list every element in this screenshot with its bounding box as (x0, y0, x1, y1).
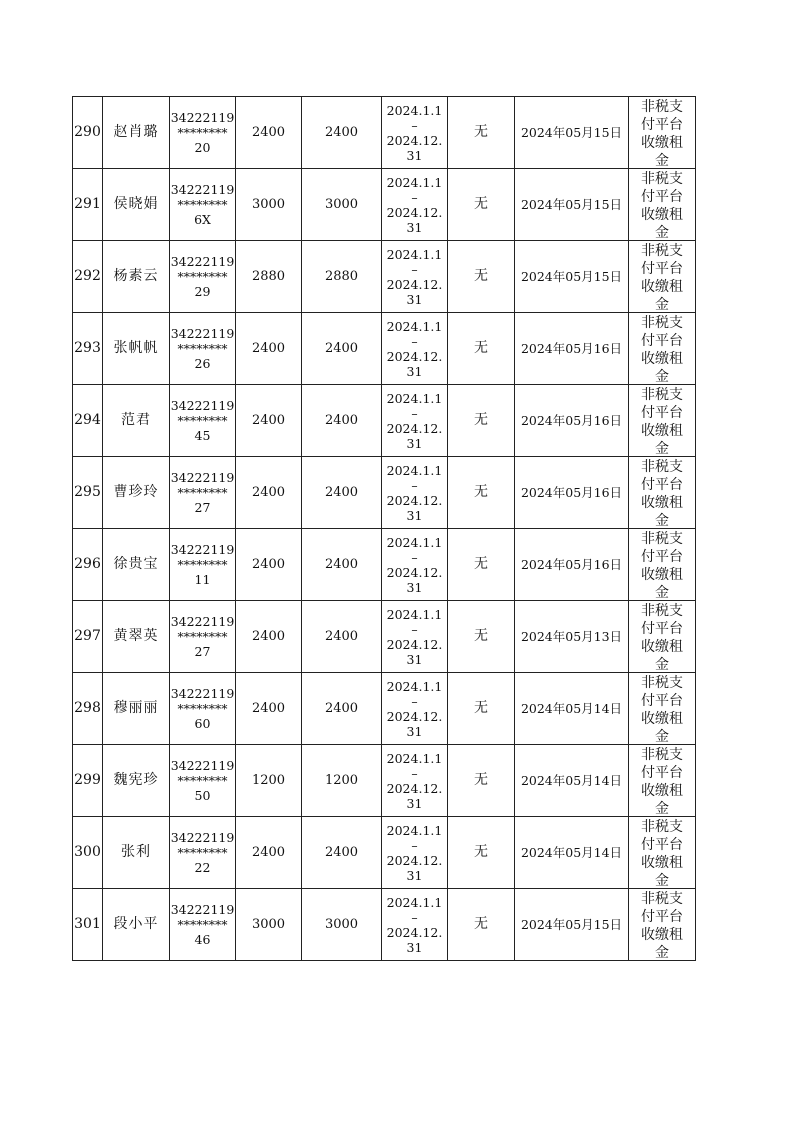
lease-period (382, 97, 448, 169)
rent-payment-table (72, 96, 696, 961)
lease-period (382, 169, 448, 241)
lease-period-line: 2024.1.1 (386, 246, 443, 262)
payment-method-text (629, 457, 695, 528)
lease-period-line: – (411, 621, 418, 637)
row-number: 292 (73, 241, 103, 313)
amount-paid: 2400 (302, 313, 382, 385)
id-number-line: 46 (194, 932, 211, 947)
lease-period-line: 31 (406, 939, 423, 955)
payment-method-line: 非税支 (641, 531, 683, 547)
payment-method-text (629, 169, 695, 240)
payment-method (629, 457, 696, 529)
payment-date: 2024年05月16日 (515, 529, 629, 601)
lease-period-line: 31 (406, 867, 423, 883)
payment-date: 2024年05月13日 (515, 601, 629, 673)
amount-due: 2400 (236, 313, 302, 385)
amount-paid: 2400 (302, 529, 382, 601)
payment-date: 2024年05月15日 (515, 889, 629, 961)
id-number (170, 601, 236, 673)
lease-period (382, 889, 448, 961)
payment-method-line: 非税支 (641, 891, 683, 907)
lease-period-line: 2024.12. (386, 492, 443, 508)
table-row (73, 889, 696, 961)
id-number-line: ******** (177, 845, 228, 860)
payment-method-text (629, 97, 695, 168)
amount-due: 2880 (236, 241, 302, 313)
payment-method (629, 97, 696, 169)
amount-paid: 3000 (302, 889, 382, 961)
row-number: 299 (73, 745, 103, 817)
lease-period-line: – (411, 765, 418, 781)
payment-method-text (629, 673, 695, 744)
payment-method-line: 收缴租 (641, 783, 683, 799)
amount-due: 3000 (236, 889, 302, 961)
payment-date: 2024年05月15日 (515, 241, 629, 313)
remark: 无 (448, 745, 515, 817)
id-number-line: 34222119 (170, 110, 235, 125)
lease-period (382, 241, 448, 313)
lease-period-line: 31 (406, 723, 423, 739)
id-number-line: 6X (194, 212, 211, 227)
payment-date: 2024年05月15日 (515, 169, 629, 241)
lease-period-line: 2024.1.1 (386, 174, 443, 190)
payment-date: 2024年05月16日 (515, 457, 629, 529)
payment-method-line: 付平台 (641, 549, 683, 565)
table-row (73, 601, 696, 673)
amount-paid: 1200 (302, 745, 382, 817)
id-number-line: ******** (177, 773, 228, 788)
amount-due: 2400 (236, 457, 302, 529)
payment-method (629, 817, 696, 889)
id-number (170, 97, 236, 169)
payment-method-line: 付平台 (641, 405, 683, 421)
lease-period-line: 31 (406, 795, 423, 811)
payment-method (629, 529, 696, 601)
lease-period-line: 2024.1.1 (386, 390, 443, 406)
payment-method-line: 非税支 (641, 243, 683, 259)
payment-method-line: 非税支 (641, 459, 683, 475)
id-number-line: 20 (194, 140, 211, 155)
remark: 无 (448, 673, 515, 745)
lease-period-line: 2024.12. (386, 564, 443, 580)
id-number-line: ******** (177, 269, 228, 284)
id-number-line: ******** (177, 413, 228, 428)
id-number-line: 11 (194, 572, 211, 587)
id-number (170, 457, 236, 529)
lease-period-line: – (411, 693, 418, 709)
amount-paid: 2880 (302, 241, 382, 313)
id-number-line: ******** (177, 341, 228, 356)
row-number: 296 (73, 529, 103, 601)
payment-method-text (629, 601, 695, 672)
payment-method-line: 付平台 (641, 765, 683, 781)
payment-method (629, 169, 696, 241)
lease-period-line: 2024.1.1 (386, 534, 443, 550)
tenant-name: 徐贵宝 (103, 529, 170, 601)
lease-period-line: 2024.1.1 (386, 318, 443, 334)
amount-due: 2400 (236, 97, 302, 169)
id-number-line: ******** (177, 629, 228, 644)
id-number (170, 817, 236, 889)
lease-period-line: – (411, 477, 418, 493)
payment-method-line: 金 (655, 585, 669, 600)
id-number-line: 26 (194, 356, 211, 371)
payment-method-line: 非税支 (641, 99, 683, 115)
id-number-line: 27 (194, 644, 211, 659)
amount-due: 2400 (236, 385, 302, 457)
payment-method-line: 非税支 (641, 675, 683, 691)
lease-period-line: – (411, 405, 418, 421)
lease-period-line: – (411, 189, 418, 205)
payment-date: 2024年05月16日 (515, 385, 629, 457)
table-row (73, 97, 696, 169)
remark: 无 (448, 889, 515, 961)
lease-period (382, 385, 448, 457)
payment-method-text (629, 889, 695, 960)
tenant-name: 魏宪珍 (103, 745, 170, 817)
tenant-name: 穆丽丽 (103, 673, 170, 745)
lease-period-line: 31 (406, 579, 423, 595)
lease-period-line: 31 (406, 651, 423, 667)
lease-period-line: – (411, 909, 418, 925)
row-number: 297 (73, 601, 103, 673)
payment-method-line: 非税支 (641, 315, 683, 331)
payment-method-line: 收缴租 (641, 639, 683, 655)
lease-period-line: 2024.12. (386, 780, 443, 796)
payment-method-line: 非税支 (641, 387, 683, 403)
payment-method-line: 付平台 (641, 621, 683, 637)
remark: 无 (448, 97, 515, 169)
lease-period-line: 2024.1.1 (386, 678, 443, 694)
payment-method-text (629, 817, 695, 888)
payment-method-text (629, 745, 695, 816)
payment-method-line: 金 (655, 657, 669, 672)
tenant-name: 赵肖璐 (103, 97, 170, 169)
lease-period-line: 2024.12. (386, 276, 443, 292)
table-row (73, 241, 696, 313)
id-number-line: 45 (194, 428, 211, 443)
payment-method-line: 金 (655, 153, 669, 168)
remark: 无 (448, 457, 515, 529)
payment-method (629, 385, 696, 457)
id-number-line: 34222119 (170, 686, 235, 701)
tenant-name: 侯晓娟 (103, 169, 170, 241)
lease-period-line: 2024.1.1 (386, 822, 443, 838)
table-row (73, 313, 696, 385)
payment-method (629, 673, 696, 745)
row-number: 293 (73, 313, 103, 385)
payment-method-line: 金 (655, 801, 669, 816)
amount-paid: 2400 (302, 673, 382, 745)
payment-method-line: 非税支 (641, 603, 683, 619)
payment-method-text (629, 313, 695, 384)
payment-method-line: 收缴租 (641, 279, 683, 295)
payment-date: 2024年05月14日 (515, 817, 629, 889)
id-number-line: ******** (177, 701, 228, 716)
payment-method-line: 金 (655, 945, 669, 960)
tenant-name: 曹珍玲 (103, 457, 170, 529)
id-number-line: 34222119 (170, 470, 235, 485)
amount-paid: 2400 (302, 97, 382, 169)
row-number: 290 (73, 97, 103, 169)
amount-paid: 3000 (302, 169, 382, 241)
id-number-line: 60 (194, 716, 211, 731)
payment-method-line: 收缴租 (641, 567, 683, 583)
tenant-name: 段小平 (103, 889, 170, 961)
payment-method (629, 313, 696, 385)
remark: 无 (448, 241, 515, 313)
payment-method-line: 金 (655, 513, 669, 528)
id-number-line: 34222119 (170, 254, 235, 269)
lease-period (382, 457, 448, 529)
payment-method-line: 金 (655, 729, 669, 744)
lease-period-line: – (411, 837, 418, 853)
amount-due: 1200 (236, 745, 302, 817)
id-number-line: 34222119 (170, 182, 235, 197)
remark: 无 (448, 169, 515, 241)
lease-period-line: – (411, 333, 418, 349)
lease-period-line: 2024.12. (386, 924, 443, 940)
row-number: 295 (73, 457, 103, 529)
lease-period-line: 2024.1.1 (386, 894, 443, 910)
table-body (73, 97, 696, 961)
payment-method-line: 非税支 (641, 747, 683, 763)
lease-period-line: 31 (406, 219, 423, 235)
tenant-name: 黄翠英 (103, 601, 170, 673)
lease-period (382, 745, 448, 817)
id-number-line: 34222119 (170, 542, 235, 557)
payment-date: 2024年05月14日 (515, 673, 629, 745)
payment-method-line: 金 (655, 297, 669, 312)
lease-period-line: 2024.12. (386, 420, 443, 436)
lease-period-line: 2024.12. (386, 852, 443, 868)
tenant-name: 杨素云 (103, 241, 170, 313)
lease-period-line: 31 (406, 291, 423, 307)
payment-method-line: 付平台 (641, 189, 683, 205)
payment-method-line: 收缴租 (641, 711, 683, 727)
remark: 无 (448, 529, 515, 601)
amount-due: 2400 (236, 601, 302, 673)
id-number (170, 241, 236, 313)
lease-period-line: 2024.12. (386, 132, 443, 148)
payment-method-line: 非税支 (641, 819, 683, 835)
payment-date: 2024年05月16日 (515, 313, 629, 385)
lease-period-line: 2024.12. (386, 708, 443, 724)
id-number-line: ******** (177, 917, 228, 932)
payment-method-line: 金 (655, 441, 669, 456)
lease-period-line: 2024.12. (386, 636, 443, 652)
amount-paid: 2400 (302, 601, 382, 673)
lease-period (382, 313, 448, 385)
table-row (73, 817, 696, 889)
amount-due: 2400 (236, 817, 302, 889)
id-number (170, 529, 236, 601)
lease-period (382, 529, 448, 601)
payment-method-line: 收缴租 (641, 207, 683, 223)
id-number (170, 745, 236, 817)
payment-method-line: 非税支 (641, 171, 683, 187)
payment-method-line: 付平台 (641, 909, 683, 925)
table-row (73, 385, 696, 457)
payment-method-line: 收缴租 (641, 927, 683, 943)
id-number-line: 22 (194, 860, 211, 875)
payment-method (629, 889, 696, 961)
lease-period-line: 2024.1.1 (386, 606, 443, 622)
row-number: 300 (73, 817, 103, 889)
lease-period-line: 31 (406, 363, 423, 379)
amount-due: 2400 (236, 529, 302, 601)
payment-method-line: 收缴租 (641, 495, 683, 511)
payment-method-text (629, 529, 695, 600)
amount-due: 3000 (236, 169, 302, 241)
id-number-line: 34222119 (170, 758, 235, 773)
payment-date: 2024年05月15日 (515, 97, 629, 169)
row-number: 301 (73, 889, 103, 961)
payment-method-line: 收缴租 (641, 855, 683, 871)
payment-method-line: 收缴租 (641, 423, 683, 439)
id-number (170, 313, 236, 385)
payment-method-line: 付平台 (641, 333, 683, 349)
payment-date: 2024年05月14日 (515, 745, 629, 817)
id-number (170, 385, 236, 457)
payment-method (629, 241, 696, 313)
id-number-line: ******** (177, 557, 228, 572)
payment-method-line: 金 (655, 873, 669, 888)
table-row (73, 529, 696, 601)
id-number (170, 889, 236, 961)
lease-period (382, 817, 448, 889)
payment-method-line: 付平台 (641, 117, 683, 133)
payment-method (629, 601, 696, 673)
id-number-line: ******** (177, 125, 228, 140)
lease-period-line: 2024.1.1 (386, 462, 443, 478)
lease-period-line: 2024.12. (386, 348, 443, 364)
payment-method-line: 付平台 (641, 837, 683, 853)
id-number-line: 34222119 (170, 398, 235, 413)
remark: 无 (448, 385, 515, 457)
remark: 无 (448, 601, 515, 673)
amount-paid: 2400 (302, 385, 382, 457)
id-number (170, 673, 236, 745)
table-row (73, 169, 696, 241)
row-number: 294 (73, 385, 103, 457)
lease-period-line: – (411, 261, 418, 277)
table-row (73, 457, 696, 529)
lease-period-line: – (411, 549, 418, 565)
lease-period-line: 31 (406, 507, 423, 523)
id-number-line: 34222119 (170, 326, 235, 341)
payment-method-line: 金 (655, 225, 669, 240)
amount-paid: 2400 (302, 817, 382, 889)
payment-method-text (629, 241, 695, 312)
id-number-line: 50 (194, 788, 211, 803)
payment-method (629, 745, 696, 817)
payment-method-line: 付平台 (641, 693, 683, 709)
lease-period-line: 31 (406, 147, 423, 163)
payment-method-line: 付平台 (641, 477, 683, 493)
id-number-line: 34222119 (170, 614, 235, 629)
id-number-line: ******** (177, 485, 228, 500)
tenant-name: 张帆帆 (103, 313, 170, 385)
id-number-line: 34222119 (170, 902, 235, 917)
id-number-line: ******** (177, 197, 228, 212)
row-number: 291 (73, 169, 103, 241)
id-number-line: 27 (194, 500, 211, 515)
tenant-name: 张利 (103, 817, 170, 889)
payment-method-text (629, 385, 695, 456)
amount-due: 2400 (236, 673, 302, 745)
payment-method-line: 收缴租 (641, 351, 683, 367)
lease-period (382, 673, 448, 745)
lease-period (382, 601, 448, 673)
lease-period-line: 2024.1.1 (386, 750, 443, 766)
remark: 无 (448, 313, 515, 385)
lease-period-line: 2024.1.1 (386, 102, 443, 118)
id-number-line: 34222119 (170, 830, 235, 845)
lease-period-line: – (411, 117, 418, 133)
payment-method-line: 付平台 (641, 261, 683, 277)
table-row (73, 745, 696, 817)
row-number: 298 (73, 673, 103, 745)
amount-paid: 2400 (302, 457, 382, 529)
table-row (73, 673, 696, 745)
payment-method-line: 金 (655, 369, 669, 384)
id-number (170, 169, 236, 241)
remark: 无 (448, 817, 515, 889)
lease-period-line: 31 (406, 435, 423, 451)
payment-method-line: 收缴租 (641, 135, 683, 151)
id-number-line: 29 (194, 284, 211, 299)
tenant-name: 范君 (103, 385, 170, 457)
lease-period-line: 2024.12. (386, 204, 443, 220)
